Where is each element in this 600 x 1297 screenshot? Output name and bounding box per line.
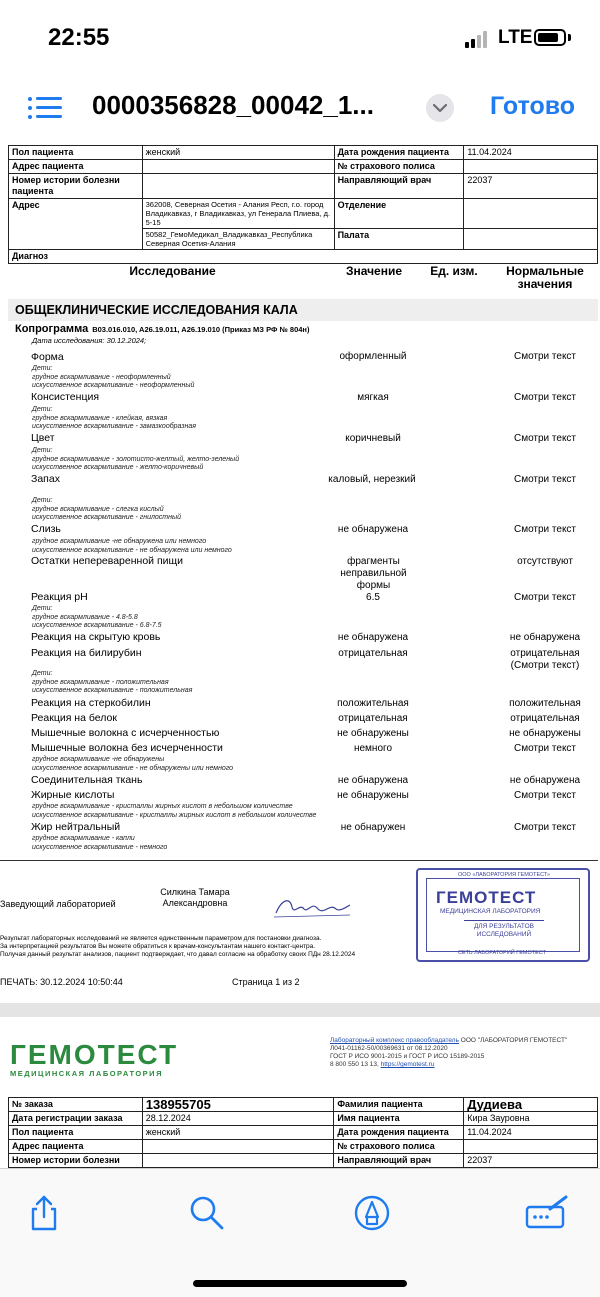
signature [272, 891, 352, 921]
ward-label: Палата [334, 229, 464, 250]
column-unit: Ед. изм. [430, 264, 478, 278]
list-icon[interactable] [28, 94, 64, 122]
home-indicator [193, 1280, 407, 1287]
row-name: Реакция на стеркобилин [31, 697, 151, 709]
row-norm: положительная [509, 698, 581, 709]
row-value: не обнаружена [337, 775, 409, 786]
row-name: Реакция на белок [31, 712, 117, 724]
history-label: Номер истории болезни [9, 1154, 143, 1168]
row-name: Мышечные волокна с исчерченностью [31, 727, 220, 739]
row-name: Реакция pH [31, 591, 88, 603]
patient-address-label: Адрес пациента [9, 160, 143, 174]
bottom-toolbar [0, 1168, 600, 1297]
doctor-value: 22037 [464, 174, 598, 199]
section-title: ОБЩЕКЛИНИЧЕСКИЕ ИССЛЕДОВАНИЯ КАЛА [15, 303, 298, 317]
row-norm: Смотри текст [513, 351, 577, 362]
section-header [8, 299, 598, 321]
document-viewer[interactable] [0, 135, 600, 1168]
row-norm: Смотри текст [513, 743, 577, 754]
group-title: Копрограмма B03.016.010, A26.19.011, A26.19.010 (Приказ МЗ РФ № 804н) [15, 323, 310, 335]
row-norm: Смотри текст [513, 790, 577, 801]
sex-label: Пол пациента [9, 146, 143, 160]
group-codes: B03.016.010, A26.19.011, A26.19.010 (Приказ МЗ РФ № 804н) [92, 325, 310, 334]
row-norm: Смотри текст [513, 524, 577, 535]
row-value: положительная [337, 698, 409, 709]
column-value: Значение [345, 264, 403, 278]
row-norm: не обнаружены [509, 728, 581, 739]
row-name: Соединительная ткань [31, 774, 143, 786]
row-value: мягкая [357, 392, 389, 403]
document-title[interactable]: 0000356828_00042_1... [92, 90, 374, 120]
signal-icon [465, 30, 491, 48]
row-note: грудное вскармливание -не обнаружена или немного искусственное вскармливание - не обнаружена или немного [32, 538, 232, 554]
row-note: грудное вскармливание - капли искусственное вскармливание - немного [32, 835, 168, 851]
row-norm: отрицательная [510, 713, 580, 724]
row-norm: не обнаружена [509, 775, 581, 786]
row-name: Цвет [31, 432, 55, 444]
markup-icon[interactable] [352, 1193, 392, 1233]
row-norm: отсутствуют [517, 556, 573, 567]
row-note: Дети: грудное вскармливание - клейкая, вязкая искусственное вскармливание - замазкообразная [32, 406, 197, 431]
row-value: оформленный [339, 351, 407, 362]
column-study: Исследование [129, 264, 216, 278]
clinic-value: 50582_ГемоМедикал_Владикавказ_Республика Северная Осетия-Алания [142, 229, 334, 250]
row-value: немного [353, 743, 393, 754]
doctor-label: Направляющий врач [334, 1154, 464, 1168]
document-page-2 [0, 1017, 600, 1168]
row-note: Дети: грудное вскармливание - неоформленный искусственное вскармливание - неоформленный [32, 365, 195, 390]
address-value: 362008, Северная Осетия - Алания Респ, г.о. город Владикавказ, г Владикавказ, ул Генерала Плиева, д. 5-15 [142, 199, 334, 229]
row-name: Консистенция [31, 391, 100, 403]
row-norm: не обнаружена [509, 632, 581, 643]
dob-label: Дата рождения пациента [334, 1126, 464, 1140]
row-value: отрицательная [338, 713, 408, 724]
battery-tip [568, 34, 571, 41]
dob-label: Дата рождения пациента [334, 146, 464, 160]
row-note: Дети: грудное вскармливание - слегка кислый искусственное вскармливание - гнилостный [32, 497, 182, 522]
patient-info-table [8, 145, 598, 264]
share-icon[interactable] [24, 1193, 64, 1233]
sex-value: женский [142, 1126, 334, 1140]
row-name: Реакция на билирубин [31, 647, 142, 659]
doctor-value: 22037 [464, 1154, 598, 1168]
row-name: Слизь [31, 523, 61, 535]
print-date: ПЕЧАТЬ: 30.12.2024 10:50:44 [0, 977, 123, 987]
dob-value: 11.04.2024 [464, 146, 598, 160]
page-number: Страница 1 из 2 [232, 977, 300, 987]
surname-value: Дудиева [464, 1098, 598, 1112]
row-name: Жирные кислоты [31, 789, 115, 801]
row-value: не обнаружены [337, 728, 409, 739]
gemotest-logo: ГЕМОТЕСТ [10, 1039, 179, 1070]
lab-info: Лабораторный комплекс правообладатель ООО "ЛАБОРАТОРИЯ ГЕМОТЕСТ" Л041-01162-50/00369631 от 08.12.2020 ГОСТ Р ИСО 9001-2015 и ГОСТ Р ИСО 15189-2015 8 800 550 13 13, https://gemotest.ru [330, 1037, 568, 1068]
lab-stamp: ООО «ЛАБОРАТОРИЯ ГЕМОТЕСТ» ГЕМОТЕСТ МЕДИЦИНСКАЯ ЛАБОРАТОРИЯ ДЛЯ РЕЗУЛЬТАТОВ ИССЛЕДОВАНИЙ СЕТЬ ЛАБОРАТОРИЙ ГЕМОТЕСТ [416, 868, 590, 962]
policy-label: № страхового полиса [334, 1140, 464, 1154]
patient-address-label: Адрес пациента [9, 1140, 143, 1154]
nav-bar [0, 80, 600, 135]
surname-label: Фамилия пациента [334, 1098, 464, 1112]
row-note: грудное вскармливание -не обнаружены искусственное вскармливание - не обнаружены или немного [32, 756, 234, 772]
row-norm: Смотри текст [513, 592, 577, 603]
policy-label: № страхового полиса [334, 160, 464, 174]
row-value: фрагменты неправильной формы [340, 556, 407, 591]
row-name: Жир нейтральный [31, 821, 121, 833]
row-norm: отрицательная (Смотри текст) [510, 648, 580, 671]
order-value: 138955705 [142, 1098, 334, 1112]
disclaimer: Результат лабораторных исследований не является единственным параметром для постановки диагноза. За интерпретацией результатов Вы можете обратиться к врачам-консультантам нашего контакт-центра. Получая данный результат анализов, пациент подтверждает, что давал согласие на обработку своих ПДн 28.12.2024 [0, 935, 356, 958]
row-name: Запах [31, 473, 60, 485]
row-norm: Смотри текст [513, 392, 577, 403]
status-bar [0, 0, 600, 80]
row-value: не обнаружены [337, 790, 409, 801]
row-value: каловый, нерезкий [328, 474, 416, 485]
reg-date-value: 28.12.2024 [142, 1112, 334, 1126]
row-name: Остатки непереваренной пищи [31, 555, 183, 567]
row-norm: Смотри текст [513, 822, 577, 833]
row-name: Реакция на скрытую кровь [31, 631, 161, 643]
search-icon[interactable] [187, 1193, 227, 1233]
sex-value: женский [142, 146, 334, 160]
chevron-down-icon[interactable] [426, 94, 454, 122]
order-info-table [8, 1097, 598, 1168]
row-value: не обнаружен [340, 822, 406, 833]
done-button[interactable]: Готово [490, 92, 576, 120]
row-norm: Смотри текст [513, 474, 577, 485]
form-icon[interactable] [524, 1193, 570, 1233]
test-date: Дата исследования: 30.12.2024; [32, 336, 147, 345]
dob-value: 11.04.2024 [464, 1126, 598, 1140]
department-label: Отделение [334, 199, 464, 229]
row-value: 6.5 [366, 592, 380, 603]
row-value: не обнаружена [337, 524, 409, 535]
head-of-lab-label: Заведующий лабораторией [0, 899, 116, 909]
doctor-label: Направляющий врач [334, 174, 464, 199]
logo-subtitle: МЕДИЦИНСКАЯ ЛАБОРАТОРИЯ [10, 1069, 163, 1078]
row-name: Мышечные волокна без исчерченности [31, 742, 223, 754]
battery-icon [534, 29, 566, 46]
row-value: не обнаружена [337, 632, 409, 643]
network-label: LTE [498, 27, 533, 48]
head-of-lab-name: Силкина Тамара Александровна [160, 887, 230, 908]
name-label: Имя пациента [334, 1112, 464, 1126]
row-note: Дети: грудное вскармливание - положительная искусственное вскармливание - положительная [32, 670, 193, 695]
column-norm: Нормальные значения [506, 264, 584, 291]
row-value: коричневый [345, 433, 401, 444]
name-value: Кира Зауровна [464, 1112, 598, 1126]
row-note: Дети: грудное вскармливание - золотисто-желтый, желто-зеленый искусственное вскармливание - желто-коричневый [32, 447, 240, 472]
address-label: Адрес [9, 199, 143, 250]
divider [0, 860, 598, 861]
row-note: Дети: грудное вскармливание - 4.8-5.8 искусственное вскармливание - 6.8-7.5 [32, 605, 162, 630]
diagnosis-label: Диагноз [9, 250, 598, 264]
row-note: грудное вскармливание - кристаллы жирных кислот в небольшом количестве искусственное вскармливание - кристаллы жирных кислот в небольшом количестве [32, 803, 317, 819]
sex-label: Пол пациента [9, 1126, 143, 1140]
reg-date-label: Дата регистрации заказа [9, 1112, 143, 1126]
status-time: 22:55 [48, 24, 110, 51]
order-label: № заказа [9, 1098, 143, 1112]
row-norm: Смотри текст [513, 433, 577, 444]
row-value: отрицательная [338, 648, 408, 659]
page-gap [0, 1003, 600, 1017]
history-label: Номер истории болезни пациента [9, 174, 143, 199]
row-name: Форма [31, 351, 64, 363]
document-page-1 [0, 135, 600, 1000]
